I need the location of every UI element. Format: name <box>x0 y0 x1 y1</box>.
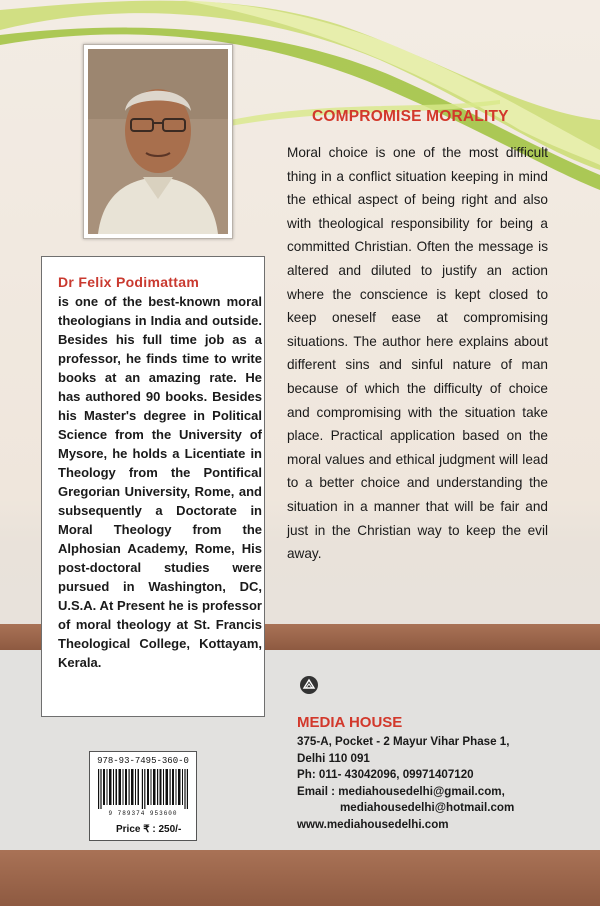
isbn-barcode <box>89 751 197 823</box>
barcode-digits: 9 789374 953600 <box>108 810 178 817</box>
price-label: Price ₹ : 250/- <box>116 824 182 835</box>
author-bio-box <box>41 256 265 717</box>
book-blurb: Moral choice is one of the most difficult thing in a conflict situation keeping in mind the ethical aspect of being right and also with theological responsibility for being a committed Christian. Often the message is altered and diluted to justify an action where the conscience is kept closed to keep oneself ease at compromising situations. The author here explains about different sins and sinful nature of man because of which the difficulty of choice and compromising with the situation take place. Practical application based on the moral values and ethical judgment will lead to a better choice and understanding the situation in a manner that will be fair and just in the Christian way to keep the evil away. <box>287 145 548 562</box>
publisher-website: www.mediahousedelhi.com <box>297 817 449 831</box>
lower-brown-band <box>0 850 600 906</box>
book-title: COMPROMISE MORALITY <box>312 108 509 125</box>
publisher-address-line2: Delhi 110 091 <box>297 751 370 765</box>
publisher-name: MEDIA HOUSE <box>297 714 403 731</box>
author-bio: is one of the best-known moral theologians in India and outside. Besides his full time job as a professor, he finds time to write books at an amazing rate. He has authored 90 books. Besides his Master's degree in Political Science from the University of Mysore, he holds a Licentiate in Theology from the Pontifical Gregorian University, Rome, and subsequently a Doctorate in Moral Theology from the Alphosian Academy, Rome, His post-doctoral studies were pursued in Washington, DC, U.S.A. At Present he is professor of moral theology at St. Francis Theological College, Kottayam, Kerala. <box>58 294 262 670</box>
publisher-email2: mediahousedelhi@hotmail.com <box>340 801 515 814</box>
publisher-contact <box>297 734 514 833</box>
publisher-email1: Email : mediahousedelhi@gmail.com, <box>297 784 505 798</box>
author-name: Dr Felix Podimattam <box>58 274 200 290</box>
publisher-logo-icon <box>300 676 318 694</box>
isbn-number: 978-93-7495-360-0 <box>97 756 189 766</box>
price-box <box>89 822 197 841</box>
barcode-icon <box>98 769 188 809</box>
publisher-address-line1: 375-A, Pocket - 2 Mayur Vihar Phase 1, <box>297 735 510 748</box>
publisher-phone: Ph: 011- 43042096, 09971407120 <box>297 768 474 781</box>
author-photo-frame <box>83 44 233 239</box>
author-photo <box>88 49 228 234</box>
